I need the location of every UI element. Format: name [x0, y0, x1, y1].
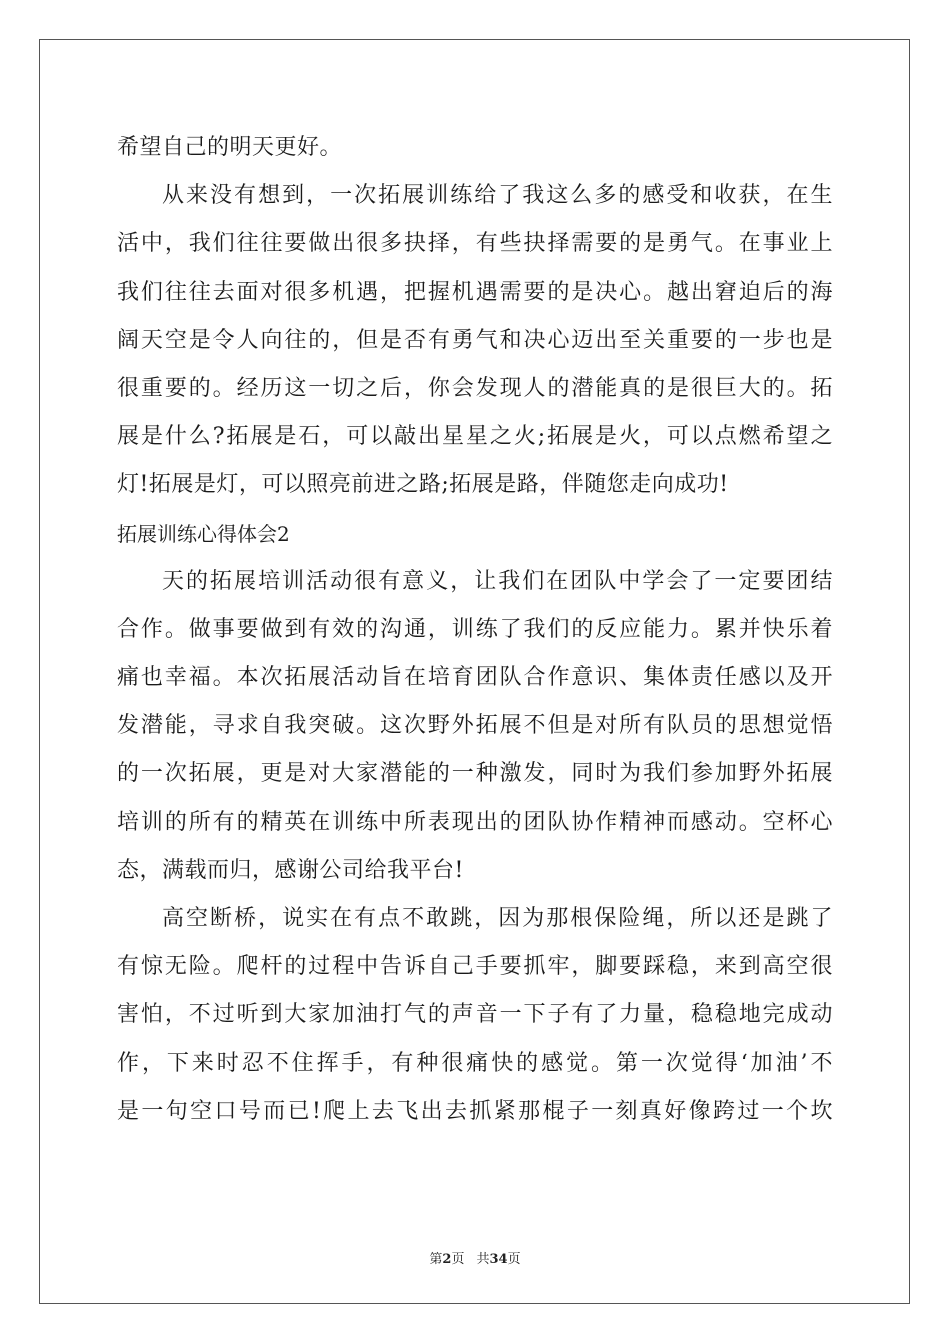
total-pages: 34: [489, 1252, 508, 1267]
paragraph-line: 作，下来时忍不住挥手，有种很痛快的感觉。第一次觉得‘加油’不: [117, 1050, 833, 1076]
paragraph-line: 希望自己的明天更好。: [117, 135, 343, 160]
paragraph-line: 合作。做事要做到有效的沟通，训练了我们的反应能力。累并快乐着: [117, 616, 833, 642]
paragraph-line: 是一句空口号而已!爬上去飞出去抓紧那棍子一刻真好像跨过一个坎: [117, 1098, 833, 1124]
paragraph-line: 灯!拓展是灯，可以照亮前进之路;拓展是路，伴随您走向成功!: [117, 472, 729, 498]
page-footer: [0, 1248, 950, 1267]
paragraph-line: 很重要的。经历这一切之后，你会发现人的潜能真的是很巨大的。拓: [117, 375, 833, 401]
paragraph-line: 态，满载而归，感谢公司给我平台!: [117, 857, 464, 883]
page-number: 2: [442, 1252, 452, 1267]
page-prefix: 第: [429, 1252, 443, 1267]
section-heading: 拓展训练心得体会2: [117, 521, 290, 546]
paragraph-line: 活中，我们往往要做出很多抉择，有些抉择需要的是勇气。在事业上: [117, 231, 833, 257]
paragraph-line: 我们往往去面对很多机遇，把握机遇需要的是决心。越出窘迫后的海: [117, 279, 833, 305]
paragraph-line: 培训的所有的精英在训练中所表现出的团队协作精神而感动。空杯心: [117, 809, 833, 835]
total-suffix: 页: [507, 1252, 521, 1267]
paragraph-line: 阔天空是令人向往的，但是否有勇气和决心迈出至关重要的一步也是: [117, 327, 833, 353]
paragraph-line: 痛也幸福。本次拓展活动旨在培育团队合作意识、集体责任感以及开: [117, 665, 833, 691]
total-prefix: 共: [476, 1252, 490, 1267]
page-suffix: 页: [451, 1252, 465, 1267]
paragraph-line: 高空断桥，说实在有点不敢跳，因为那根保险绳，所以还是跳了: [162, 906, 833, 931]
document-body: [117, 124, 833, 1136]
paragraph-line: 从来没有想到，一次拓展训练给了我这么多的感受和收获，在生: [162, 183, 833, 209]
paragraph-line: 天的拓展培训活动很有意义，让我们在团队中学会了一定要团结: [162, 568, 833, 594]
paragraph-line: 害怕，不过听到大家加油打气的声音一下子有了力量，稳稳地完成动: [117, 1002, 833, 1028]
paragraph-line: 展是什么?拓展是石，可以敲出星星之火;拓展是火，可以点燃希望之: [117, 424, 833, 450]
paragraph-line: 有惊无险。爬杆的过程中告诉自己手要抓牢，脚要踩稳，来到高空很: [117, 954, 833, 980]
paragraph-line: 的一次拓展，更是对大家潜能的一种激发，同时为我们参加野外拓展: [117, 761, 833, 787]
paragraph-line: 发潜能，寻求自我突破。这次野外拓展不但是对所有队员的思想觉悟: [117, 713, 833, 739]
